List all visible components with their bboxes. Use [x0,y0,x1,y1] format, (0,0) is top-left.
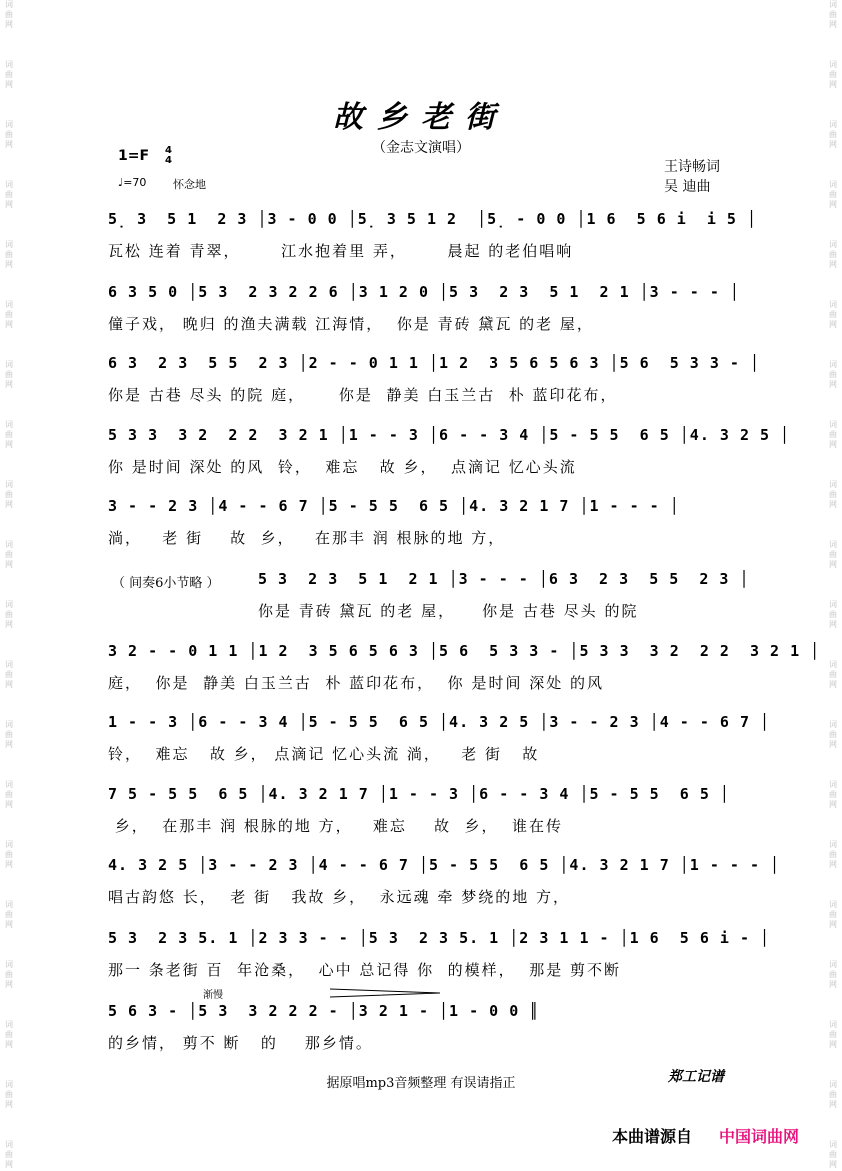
lyric-line: 庭， 你是 静美 白玉兰古 朴 蓝印花布， 你 是时间 深处 的风 [108,674,604,692]
lyric-line: 瓦松 连着 青翠， 江水抱着里 弄， 晨起 的老伯唱响 [108,242,574,260]
notation-line: 3 2 - - 0 1 1 │1 2 3 5 6 5 6 3 │5 6 5 3 3 - │5 3 3 3 2 2 2 3 2 1 │ [108,642,821,660]
notation-line: 6 3 2 3 5 5 2 3 │2 - - 0 1 1 │1 2 3 5 6 5 6 3 │5 6 5 3 3 - │ [108,354,760,372]
lyric-line: 淌， 老 街 故 乡， 在那丰 润 根脉的地 方， [108,529,506,547]
lyric-line: 唱古韵悠 长， 老 街 我故 乡， 永远魂 牵 梦绕的地 方， [108,888,570,906]
composer-credit: 吴 迪曲 [664,179,711,195]
interlude-note: （ 间奏6小节略 ） [112,576,220,591]
lyric-line: 乡， 在那丰 润 根脉的地 方， 难忘 故 乡， 谁在传 [108,817,564,835]
notation-line: 5 3 2 3 5. 1 │2 3 3 - - │5 3 2 3 5. 1 │2 3 1 1 - │1 6 5 6 i - │ [108,929,771,947]
recorder-credit: 郑工记谱 [668,1069,724,1085]
lyric-line: 铃， 难忘 故 乡， 点滴记 忆心头流 淌， 老 街 故 [108,745,540,763]
notation-line: 6 3 5 0 │5 3 2 3 2 2 6 │3 1 2 0 │5 3 2 3 5 1 2 1 │3 - - - │ [108,283,740,301]
lyric-line: 的乡情， 剪不 断 的 那乡情。 [108,1034,373,1052]
singer-note: （金志文演唱） [372,140,470,156]
notation-line: 7 5 - 5 5 6 5 │4. 3 2 1 7 │1 - - 3 │6 - - 3 4 │5 - 5 5 6 5 │ [108,785,730,803]
footer-source-label: 本曲谱源自 [612,1127,693,1146]
notation-line: 5 6 3 - │5 3 3 2 2 2 - │3 2 1 - │1 - 0 0 ║ [108,1002,540,1020]
notation-line: 5̣ 3 5 1 2 3 │3 - 0 0 │5̣ 3 5 1 2 │5̣ - 0 0 │1 6 5 6 i i 5 │ [108,210,757,228]
source-note: 据原唱mp3音频整理 有误请指正 [326,1076,516,1091]
time-signature [165,146,172,166]
key-signature: 1=F [118,148,150,164]
lyric-line: 你 是时间 深处 的风 铃， 难忘 故 乡， 点滴记 忆心头流 [108,458,577,476]
lyric-line: 你是 青砖 黛瓦 的老 屋， 你是 古巷 尽头 的院 [258,602,639,620]
tempo-mark: ♩=70 [118,176,147,189]
notation-line: 5 3 2 3 5 1 2 1 │3 - - - │6 3 2 3 5 5 2 3 │ [258,570,750,588]
watermark-left: 词曲网 词曲网 词曲网 词曲网 词曲网 词曲网 词曲网 词曲网 词曲网 词曲网 词曲网 词曲网 词曲网 词曲网 词曲网 词曲网 词曲网 词曲网 词曲网 词曲网 [5,0,13,1169]
decrescendo-hairpin [330,988,440,998]
ritardando-mark: 渐慢 [203,990,223,1001]
notation-line: 4. 3 2 5 │3 - - 2 3 │4 - - 6 7 │5 - 5 5 6 5 │4. 3 2 1 7 │1 - - - │ [108,856,781,874]
mood-mark: 怀念地 [173,178,206,191]
lyric-line: 你是 古巷 尽头 的院 庭， 你是 静美 白玉兰古 朴 蓝印花布， [108,386,618,404]
time-signature-bottom: 4 [165,155,172,166]
watermark-right: 词曲网 词曲网 词曲网 词曲网 词曲网 词曲网 词曲网 词曲网 词曲网 词曲网 词曲网 词曲网 词曲网 词曲网 词曲网 词曲网 词曲网 词曲网 词曲网 词曲网 [829,0,837,1169]
footer-site-link[interactable]: 中国词曲网 [719,1127,800,1146]
song-title: 故乡老街 [333,100,509,135]
notation-line: 1 - - 3 │6 - - 3 4 │5 - 5 5 6 5 │4. 3 2 5 │3 - - 2 3 │4 - - 6 7 │ [108,713,771,731]
time-signature-top: 4 [165,145,172,156]
lyric-line: 僮子戏， 晚归 的渔夫满载 江海情， 你是 青砖 黛瓦 的老 屋， [108,315,594,333]
lyricist-credit: 王诗畅词 [664,159,720,175]
notation-line: 5 3 3 3 2 2 2 3 2 1 │1 - - 3 │6 - - 3 4 │5 - 5 5 6 5 │4. 3 2 5 │ [108,426,791,444]
lyric-line: 那一 条老街 百 年沧桑， 心中 总记得 你 的模样， 那是 剪不断 [108,961,621,979]
notation-line: 3 - - 2 3 │4 - - 6 7 │5 - 5 5 6 5 │4. 3 2 1 7 │1 - - - │ [108,497,680,515]
